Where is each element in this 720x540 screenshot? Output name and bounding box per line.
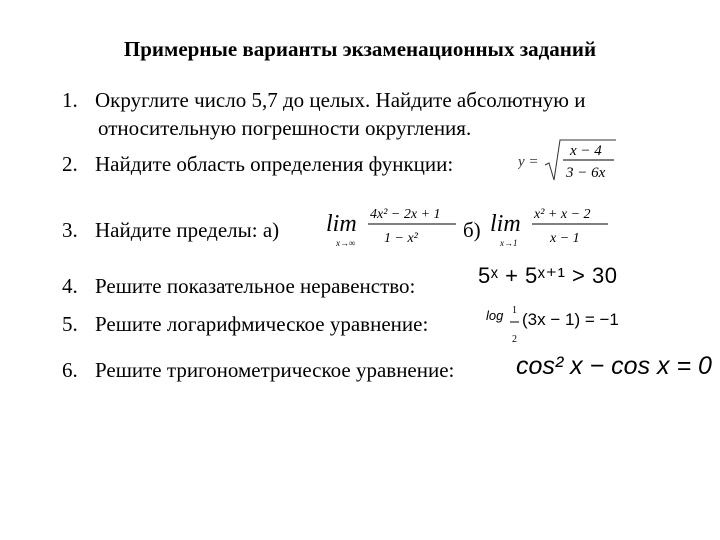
task-4 <box>62 274 415 299</box>
lim-operator: lim <box>326 211 357 237</box>
task-text: Округлите число 5,7 до целых. Найдите абсолютную и <box>95 88 586 112</box>
task-text: Решите логарифмическое уравнение: <box>95 312 429 336</box>
formula-lhs: y = <box>518 154 539 170</box>
trig-formula: cos² x − cos x = 0 <box>516 352 712 380</box>
domain-denominator: 3 − 6x <box>566 165 606 181</box>
task-5 <box>62 312 428 337</box>
task-number: 2. <box>62 152 78 176</box>
task-1-continuation: относительную погрешности округления. <box>98 116 472 140</box>
task-number: 5. <box>62 312 78 336</box>
task-3 <box>62 218 279 243</box>
task-text: Решите тригонометрическое уравнение: <box>95 358 455 382</box>
task-text: Найдите область определения функции: <box>95 152 454 176</box>
log-base-denominator: 2 <box>512 334 517 345</box>
task-text: Решите показательное неравенство: <box>95 274 416 298</box>
domain-formula <box>518 136 618 188</box>
limit-a-formula <box>326 200 461 250</box>
domain-numerator: x − 4 <box>570 143 602 159</box>
task-1 <box>62 88 585 113</box>
task-6 <box>62 358 454 383</box>
log-formula <box>486 298 626 348</box>
limit-b-numerator: x² + x − 2 <box>534 207 591 222</box>
lim-subscript: x→∞ <box>336 238 356 248</box>
log-base-numerator: 1 <box>512 305 517 316</box>
task-number: 6. <box>62 358 78 382</box>
page-title: Примерные варианты экзаменационных заданий <box>123 37 597 61</box>
log-operator: log <box>486 308 504 323</box>
log-argument: (3x − 1) = −1 <box>522 310 619 329</box>
limit-b-formula <box>490 200 615 250</box>
task-number: 3. <box>62 218 78 242</box>
limit-a-numerator: 4x² − 2x + 1 <box>370 207 441 222</box>
task-number: 4. <box>62 274 78 298</box>
lim-operator: lim <box>490 211 521 237</box>
inequality-formula: 5ˣ + 5ˣ⁺¹ > 30 <box>478 263 618 288</box>
lim-subscript: x→1 <box>500 238 518 248</box>
task-3-part-b-label: б) <box>463 218 481 242</box>
task-number: 1. <box>62 88 78 112</box>
limit-a-denominator: 1 − x² <box>384 231 418 246</box>
limit-b-denominator: x − 1 <box>550 231 580 246</box>
task-text: Найдите пределы: а) <box>95 218 280 242</box>
task-2 <box>62 152 453 177</box>
